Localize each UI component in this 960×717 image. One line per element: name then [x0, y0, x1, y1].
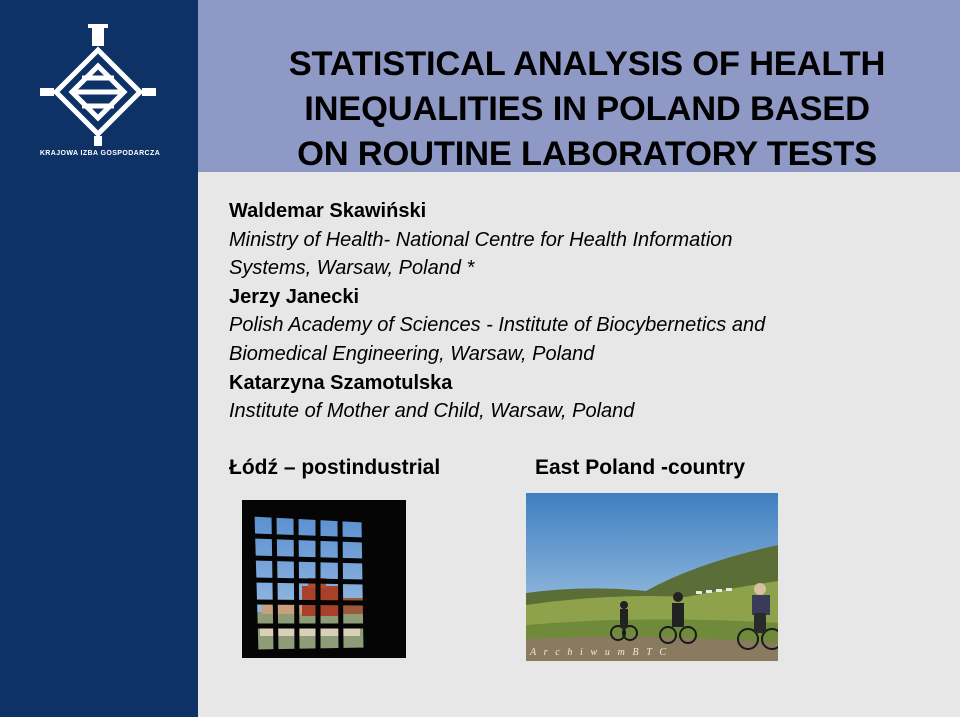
photo-watermark: A r c h i w u m B T C: [530, 647, 669, 658]
title-line: STATISTICAL ANALYSIS OF HEALTH: [288, 45, 886, 83]
sidebar: [0, 0, 198, 717]
title-line: INEQUALITIES IN POLAND BASED: [304, 90, 870, 128]
cyclists-field-photo: [526, 493, 778, 661]
logo-text: KRAJOWA IZBA GOSPODARCZA: [39, 150, 161, 157]
caption-lodz: Łódź – postindustrial: [229, 456, 441, 479]
author-affiliation: Biomedical Engineering, Warsaw, Poland: [229, 342, 595, 365]
field-photo-drawing: [526, 493, 778, 661]
title-line: ON ROUTINE LABORATORY TESTS: [297, 135, 877, 173]
author-affiliation: Systems, Warsaw, Poland *: [229, 257, 475, 280]
author-list: [229, 197, 949, 426]
author-name: Katarzyna Szamotulska: [229, 371, 453, 394]
window-photo-drawing: [242, 500, 406, 658]
caption-east-poland: East Poland -country: [535, 456, 746, 479]
author-affiliation: Ministry of Health- National Centre for Health Information: [229, 228, 733, 251]
author-affiliation: Institute of Mother and Child, Warsaw, Poland: [229, 400, 635, 423]
author-affiliation: Polish Academy of Sciences - Institute of Biocybernetics and: [229, 314, 766, 337]
author-name: Jerzy Janecki: [229, 285, 360, 308]
factory-window-photo: [242, 500, 406, 658]
chamber-of-commerce-emblem-icon: [36, 22, 160, 148]
page-title: [222, 42, 952, 177]
author-name: Waldemar Skawiński: [229, 200, 427, 222]
